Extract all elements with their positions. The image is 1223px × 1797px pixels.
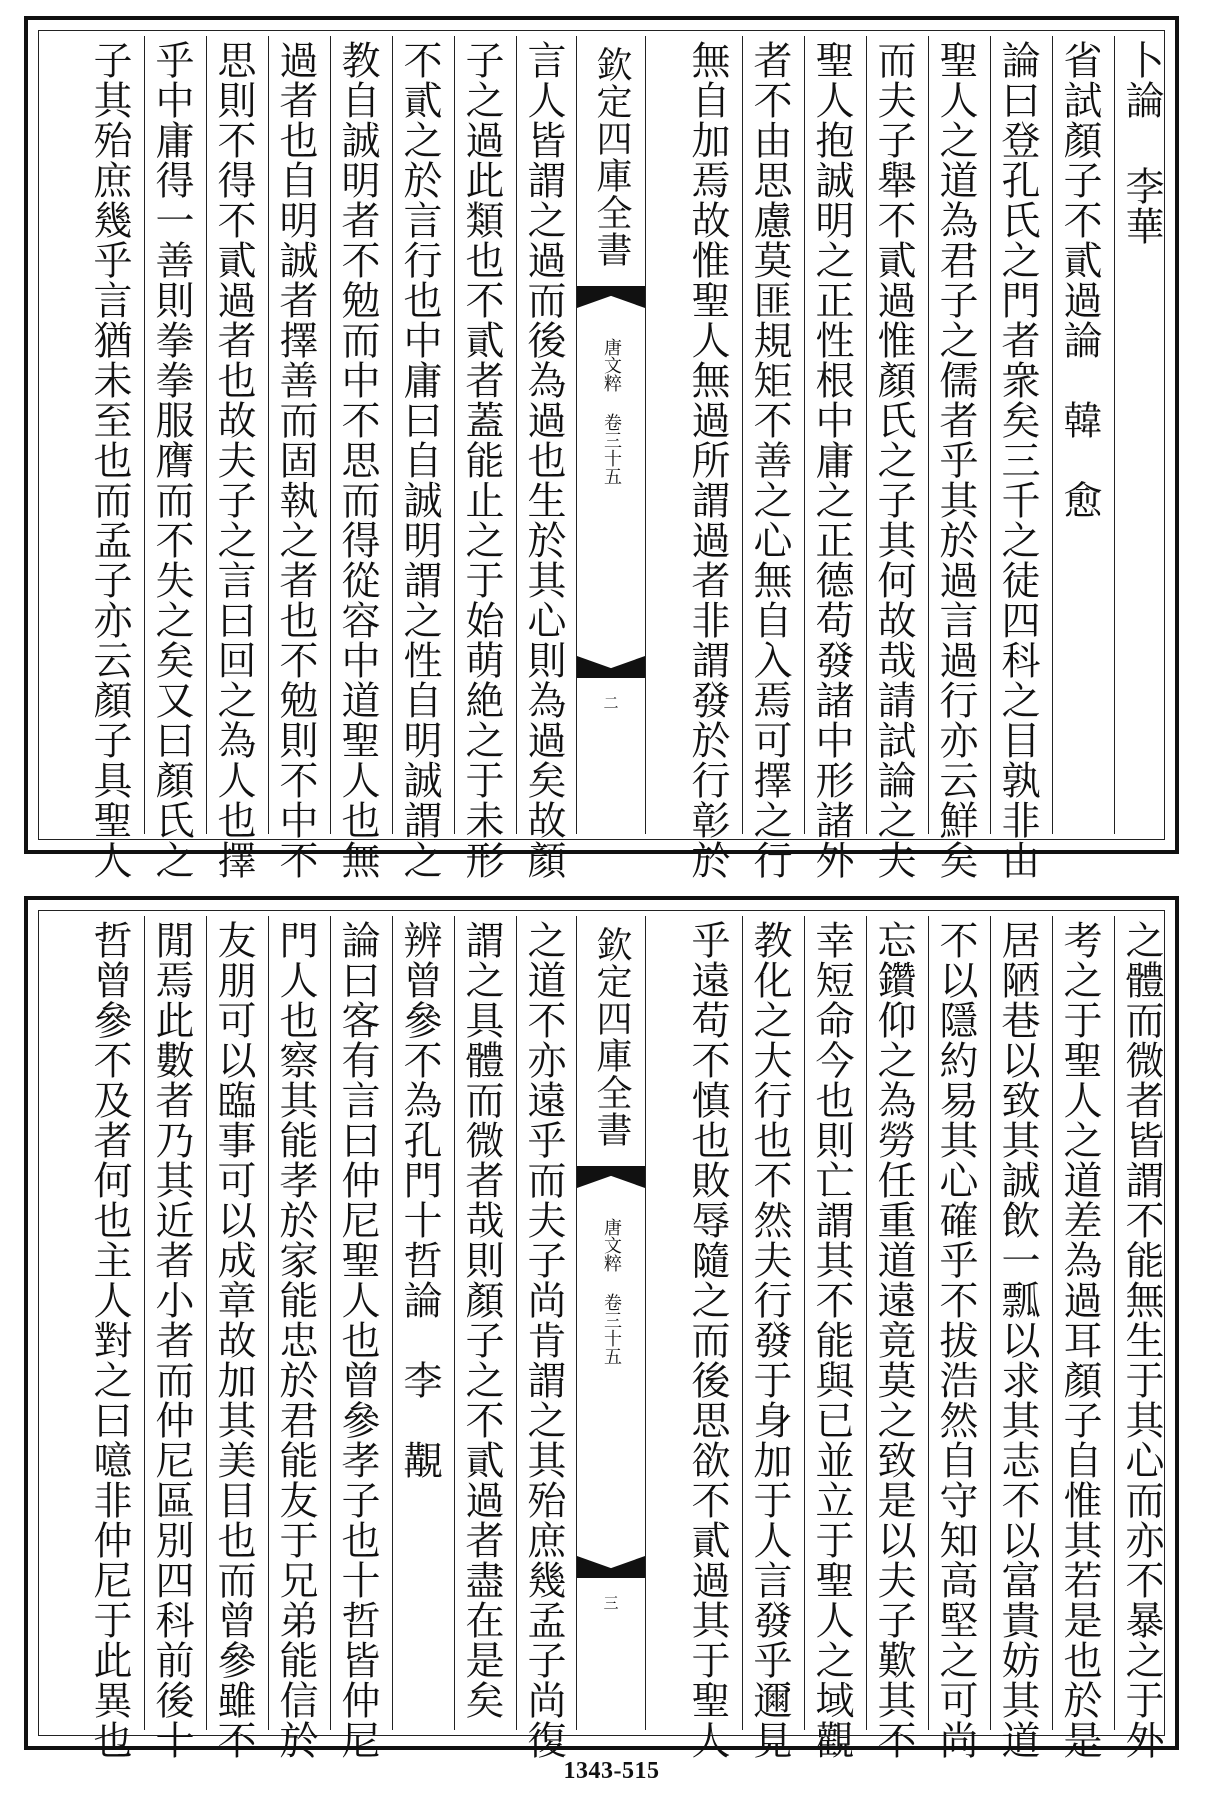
lower-left-col-3: 辨曾參不為孔門十哲論 李 覯 [397, 920, 442, 1480]
upper-left-col-1: 言人皆謂之過而後為過也生於其心則為過矣故顏 [521, 40, 566, 880]
upper-divider [990, 36, 991, 834]
upper-right-col-5: 而夫子舉不貳過惟顏氏之子其何故哉請試論之夫 [871, 40, 916, 880]
lower-divider [742, 916, 743, 1730]
lower-center-page-number: 三 [603, 1594, 619, 1612]
lower-divider [516, 916, 517, 1730]
lower-divider [1052, 916, 1053, 1730]
upper-right-col-6: 聖人抱誠明之正性根中庸之正德苟發諸中形諸外 [809, 40, 854, 880]
lower-divider [392, 916, 393, 1730]
upper-fish-tail-top [577, 286, 645, 308]
lower-right-col-8: 乎遠苟不慎也敗辱隨之而後思欲不貳過其于聖人 [685, 920, 730, 1760]
lower-left-col-7: 閒焉此數者乃其近者小者而仲尼區別四科前後十 [149, 920, 194, 1760]
lower-center-panel [576, 916, 646, 1730]
lower-right-col-6: 幸短命今也則亡謂其不能與已並立于聖人之域觀 [809, 920, 854, 1760]
lower-right-col-2: 考之于聖人之道差為過耳顏子自惟其若是也於是 [1057, 920, 1102, 1760]
upper-divider [454, 36, 455, 834]
upper-center-panel [576, 36, 646, 834]
upper-center-title: 欽定四庫全書 [591, 46, 632, 268]
upper-divider [392, 36, 393, 834]
lower-right-col-4: 不以隱約易其心確乎不拔浩然自守知高堅之可尚 [933, 920, 978, 1760]
upper-left-col-3: 不貳之於言行也中庸曰自誠明謂之性自明誠謂之 [397, 40, 442, 880]
upper-divider [742, 36, 743, 834]
upper-left-col-8: 子其殆庶幾乎言猶未至也而孟子亦云顏子具聖人 [87, 40, 132, 880]
upper-left-col-6: 思則不得不貳過者也故夫子之言曰回之為人也擇 [211, 40, 256, 880]
lower-divider [1114, 916, 1115, 1730]
upper-page-frame [24, 16, 1179, 880]
upper-divider [866, 36, 867, 834]
upper-divider [928, 36, 929, 834]
lower-divider [454, 916, 455, 1730]
upper-divider [268, 36, 269, 834]
upper-center-page-number: 二 [603, 694, 619, 712]
lower-center-meta: 唐文粹 卷三十五 [601, 1218, 622, 1365]
upper-divider [330, 36, 331, 834]
lower-left-col-4: 論曰客有言曰仲尼聖人也曾參孝子也十哲皆仲尼 [335, 920, 380, 1760]
lower-right-col-5: 忘鑽仰之為勞任重道遠竟莫之致是以夫子歎其不 [871, 920, 916, 1760]
lower-center-title: 欽定四庫全書 [591, 926, 632, 1148]
lower-divider [330, 916, 331, 1730]
lower-left-col-1: 之道不亦遠乎而夫子尚肯謂之其殆庶幾孟子尚復 [521, 920, 566, 1760]
upper-left-col-2: 子之過此類也不貳者蓋能止之于始萌絶之于未形 [459, 40, 504, 880]
upper-divider [1114, 36, 1115, 834]
page-footer-number: 1343-515 [563, 1758, 660, 1784]
lower-left-col-8: 哲曾參不及者何也主人對之曰噫非仲尼于此異也 [87, 920, 132, 1760]
lower-left-col-2: 謂之具體而微者哉則顏子之不貳過者盡在是矣 [459, 920, 504, 1720]
upper-left-col-5: 過者也自明誠者擇善而固執之者也不勉則不中不 [273, 40, 318, 880]
upper-right-col-1: 卜論 李華 [1119, 40, 1164, 246]
lower-divider [206, 916, 207, 1730]
lower-divider [866, 916, 867, 1730]
lower-divider [990, 916, 991, 1730]
lower-divider [144, 916, 145, 1730]
lower-right-col-7: 教化之大行也不然夫行發于身加于人言發乎邇見 [747, 920, 792, 1760]
upper-right-col-7: 者不由思慮莫匪規矩不善之心無自入焉可擇之行 [747, 40, 792, 880]
lower-divider [268, 916, 269, 1730]
upper-left-col-7: 乎中庸得一善則拳拳服膺而不失之矣又曰顏氏之 [149, 40, 194, 880]
lower-right-col-3: 居陋巷以致其誠飲一瓢以求其志不以富貴妨其道 [995, 920, 1040, 1760]
upper-divider [206, 36, 207, 834]
upper-right-col-8: 無自加焉故惟聖人無過所謂過者非謂發於行彰於 [685, 40, 730, 880]
lower-divider [804, 916, 805, 1730]
upper-divider [804, 36, 805, 834]
upper-right-col-4: 聖人之道為君子之儒者乎其於過言過行亦云鮮矣 [933, 40, 978, 880]
upper-divider [1052, 36, 1053, 834]
upper-divider [516, 36, 517, 834]
upper-right-col-2: 省試顏子不貳過論 韓 愈 [1057, 40, 1102, 520]
lower-divider [928, 916, 929, 1730]
lower-left-col-5: 門人也察其能孝於家能忠於君能友于兄弟能信於 [273, 920, 318, 1760]
lower-fish-tail-top [577, 1166, 645, 1188]
upper-divider [144, 36, 145, 834]
upper-fish-tail-bottom [577, 656, 645, 678]
lower-left-col-6: 友朋可以臨事可以成章故加其美目也而曾參雖不 [211, 920, 256, 1760]
upper-left-col-4: 教自誠明者不勉而中不思而得從容中道聖人也無 [335, 40, 380, 880]
upper-center-meta: 唐文粹 卷三十五 [601, 338, 622, 485]
upper-right-col-3: 論曰登孔氏之門者衆矣三千之徒四科之目孰非由 [995, 40, 1040, 880]
lower-right-col-1: 之體而微者皆謂不能無生于其心而亦不暴之于外 [1119, 920, 1164, 1760]
lower-page-frame [24, 896, 1179, 1760]
lower-fish-tail-bottom [577, 1556, 645, 1578]
